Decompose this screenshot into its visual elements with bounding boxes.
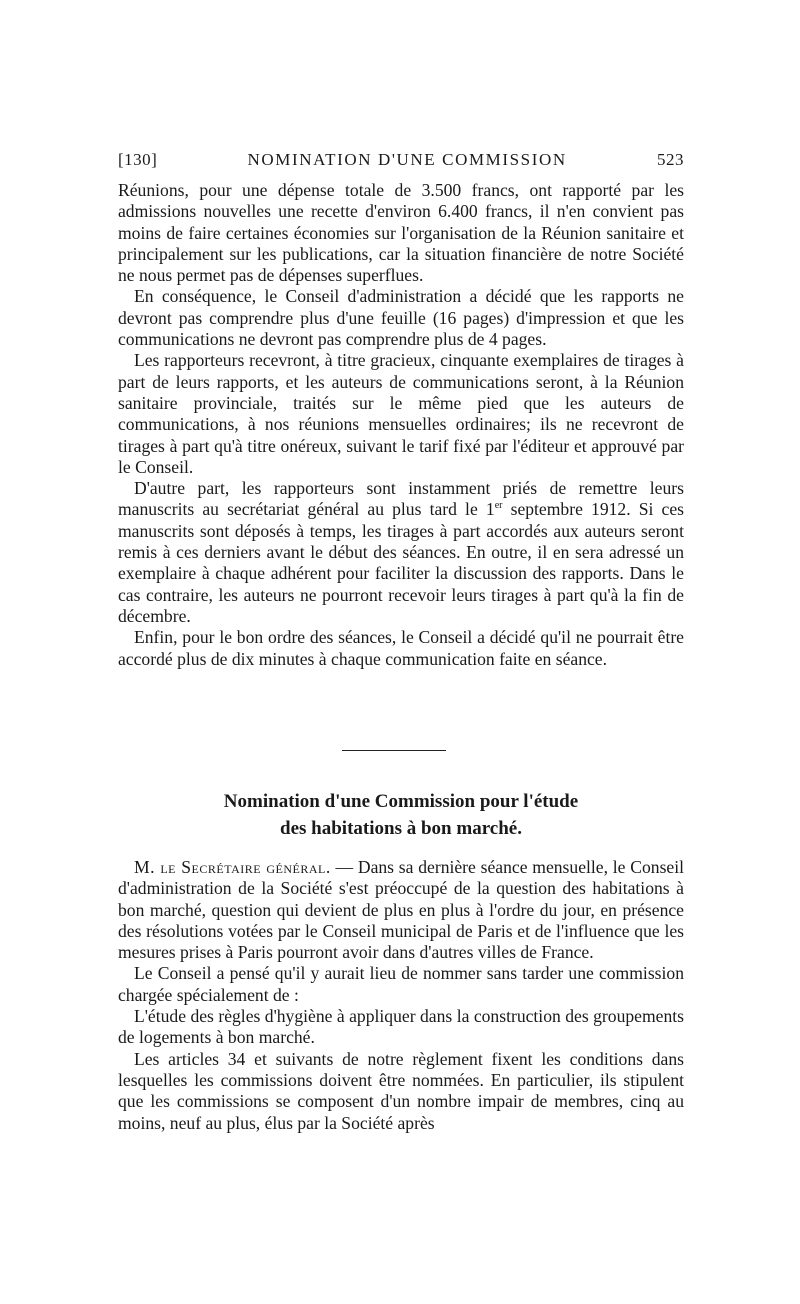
paragraph-text: — Dans sa dernière séance mensuelle, le Conseil d'administration de la Société s'est préoccupé de la question des habitations à bon marché, question qui devient de plus en plus à l'ordre du jour, en présence des résolutions votées par le Conseil municipal de Paris et de l'influence que les mesures prises à Paris pourront avoir dans d'autres villes de France.	[118, 857, 684, 963]
section-divider	[342, 750, 446, 751]
paragraph: L'étude des règles d'hygiène à appliquer dans la construction des groupements de logements à bon marché.	[118, 1006, 684, 1048]
paragraph-text: D'autre part, les rapporteurs sont instamment priés de remettre leurs manuscrits au secrétariat général au plus tard le 1	[118, 478, 684, 520]
paragraph: Réunions, pour une dépense totale de 3.500 francs, ont rapporté par les admissions nouvelles une recette d'environ 6.400 francs, il n'en convient pas moins de faire certaines économies sur l'organisation de la Réunion sanitaire et principalement sur les publications, car la situation financière de notre Société ne nous permet pas de dépenses superflues.	[118, 180, 684, 286]
paragraph: Les rapporteurs recevront, à titre gracieux, cinquante exemplaires de tirages à part de leurs rapports, et les auteurs de communications seront, à la Réunion sanitaire provinciale, traités sur le même pied que les auteurs de communications, à nos réunions mensuelles ordinaires; ils ne recevront de tirages à part qu'à titre onéreux, suivant le tarif fixé par l'éditeur et approuvé par le Conseil.	[118, 350, 684, 477]
paragraph: Enfin, pour le bon ordre des séances, le Conseil a décidé qu'il ne pourrait être accordé plus de dix minutes à chaque communication faite en séance.	[118, 627, 684, 669]
article-number: [130]	[118, 150, 158, 169]
paragraph: Le Conseil a pensé qu'il y aurait lieu de nommer sans tarder une commission chargée spécialement de :	[118, 963, 684, 1005]
running-header	[118, 150, 684, 170]
section-title	[118, 788, 684, 842]
paragraph: En conséquence, le Conseil d'administration a décidé que les rapports ne devront pas comprendre plus d'une feuille (16 pages) d'impression et que les communications ne devront pas comprendre plus de 4 pages.	[118, 286, 684, 350]
paragraph	[118, 857, 684, 963]
paragraph-text: septembre 1912. Si ces manuscrits sont déposés à temps, les tirages à part accordés aux auteurs seront remis à ces derniers avant le début des séances. En outre, il en sera adressé un exemplaire à chaque adhérent pour faciliter la discussion des rapports. Dans le cas contraire, les auteurs ne pourront recevoir leurs tirages à part qu'à la fin de décembre.	[118, 499, 685, 626]
speaker-name: M. le Secrétaire général.	[134, 857, 331, 877]
body-text-bottom	[118, 857, 684, 1134]
page-number: 523	[656, 150, 684, 169]
section-title-line: Nomination d'une Commission pour l'étude	[223, 791, 579, 812]
body-text-top	[118, 180, 684, 670]
section-title-line: des habitations à bon marché.	[280, 818, 522, 839]
paragraph	[118, 478, 684, 627]
running-title: NOMINATION D'UNE COMMISSION	[247, 150, 567, 169]
paragraph: Les articles 34 et suivants de notre règlement fixent les conditions dans lesquelles les commissions doivent être nommées. En particulier, ils stipulent que les commissions se composent d'un nombre impair de membres, cinq au moins, neuf au plus, élus par la Société après	[118, 1048, 684, 1133]
ordinal-superscript: er	[494, 500, 503, 512]
